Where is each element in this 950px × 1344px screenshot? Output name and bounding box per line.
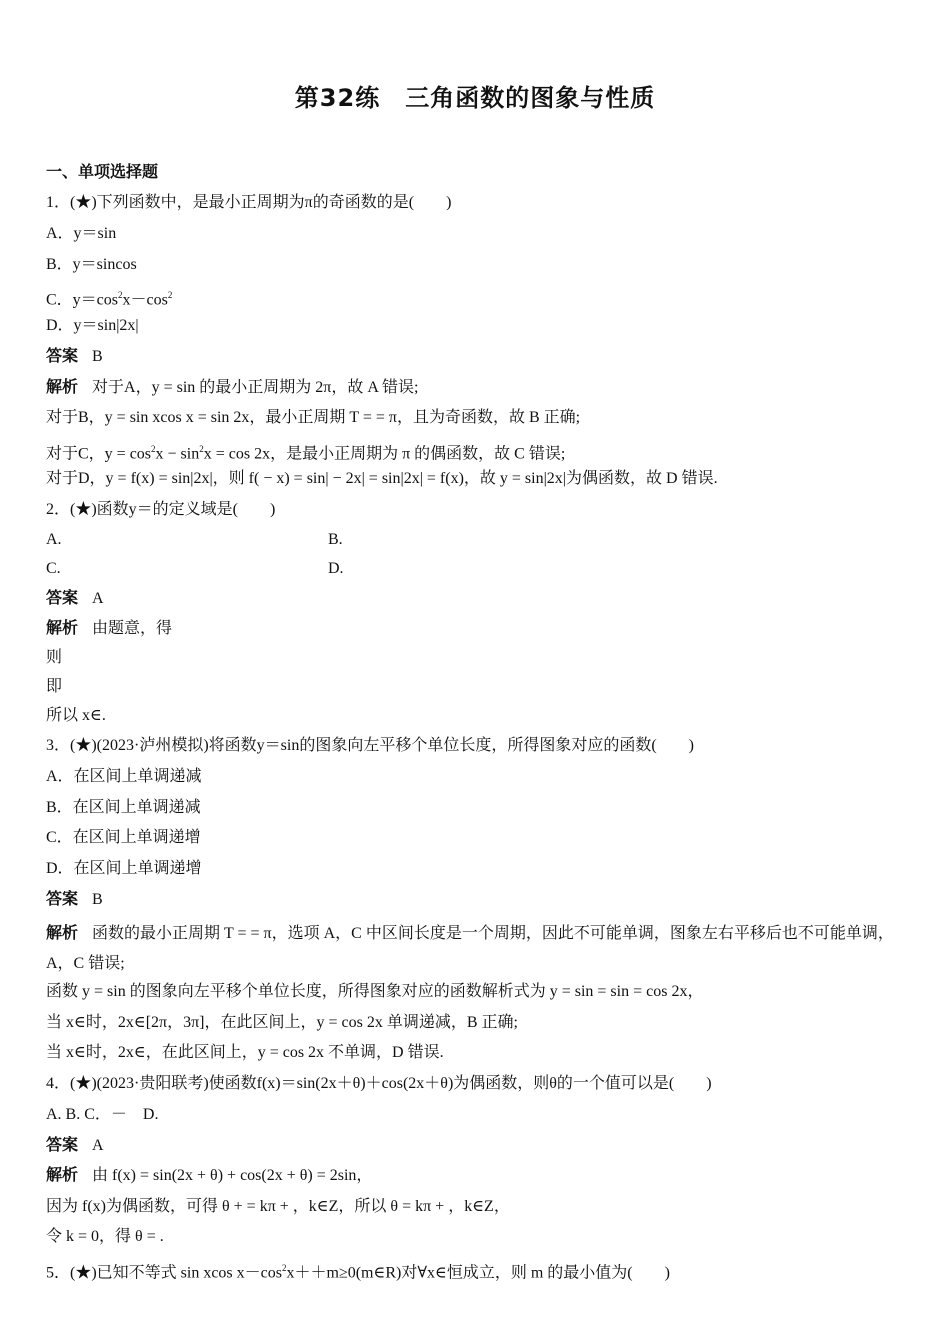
answer-value: A: [92, 590, 104, 607]
q2-analysis-4: 所以 x∈.: [46, 707, 106, 724]
analysis-text-part3: x = cos 2x，是最小正周期为 π 的偶函数，故 C 错误;: [203, 445, 566, 463]
q3-analysis-3: 当 x∈时，2x∈[2π，3π]，在此区间上，y = cos 2x 单调递减，B 正确;: [46, 1014, 518, 1031]
q2-analysis-3: 即: [46, 678, 63, 695]
section-heading: 一、单项选择题: [46, 164, 159, 181]
q2-option-a: A.: [46, 531, 62, 548]
answer-value: B: [92, 348, 103, 365]
answer-label: 答案: [46, 891, 79, 908]
q1-analysis-4: 对于D，y = f(x) = sin|2x|，则 f( − x) = sin| − 2x| = sin|2x| = f(x)，故 y = sin|2x|为偶函数，故 D 错误.: [46, 470, 718, 487]
q4-options: A. B. C．－ D.: [46, 1106, 159, 1123]
q5-stem: [46, 1257, 906, 1284]
q1-option-b: B．y＝sincos: [46, 256, 137, 273]
q1-stem: 1．(★)下列函数中，是最小正周期为π的奇函数的是( ): [46, 194, 452, 211]
analysis-text: 由 f(x) = sin(2x + θ) + cos(2x + θ) = 2sin，: [92, 1167, 373, 1184]
q1-analysis-1: [46, 377, 906, 399]
analysis-label: 解析: [46, 1167, 79, 1184]
q4-answer: [46, 1135, 906, 1157]
superscript: 2: [282, 1263, 287, 1273]
q1-option-c-part2: x－cos: [122, 291, 168, 309]
superscript: 2: [118, 290, 123, 300]
q1-analysis-2: 对于B，y = sin xcos x = sin 2x，最小正周期 T = = π，且为奇函数，故 B 正确;: [46, 409, 581, 426]
q2-option-d: D.: [328, 560, 344, 577]
page-title: 第32练 三角函数的图象与性质: [294, 84, 656, 112]
q3-option-b: B．在区间上单调递减: [46, 799, 201, 816]
q3-stem: 3．(★)(2023·泸州模拟)将函数y＝sin的图象向左平移个单位长度，所得图象对应的函数( ): [46, 737, 694, 754]
q4-analysis-2: 因为 f(x)为偶函数，可得 θ + = kπ + ，k∈Z，所以 θ = kπ + ，k∈Z，: [46, 1198, 510, 1215]
q4-analysis-1: [46, 1165, 906, 1187]
answer-value: B: [92, 891, 103, 908]
superscript: 2: [151, 444, 156, 454]
answer-label: 答案: [46, 590, 79, 607]
q2-answer: [46, 588, 906, 610]
q4-analysis-3: 令 k = 0，得 θ = .: [46, 1228, 164, 1245]
q2-analysis-1: [46, 618, 906, 640]
q5-stem-part2: x＋＋m≥0(m∈R)对∀x∈恒成立，则 m 的最小值为( ): [286, 1264, 670, 1282]
q2-option-c: C.: [46, 560, 61, 577]
q2-analysis-2: 则: [46, 649, 63, 666]
superscript: 2: [199, 444, 204, 454]
q3-answer: [46, 889, 906, 911]
q1-option-d: D．y＝sin|2x|: [46, 317, 139, 334]
q1-option-c-part1: C．y＝cos: [46, 291, 119, 309]
answer-value: A: [92, 1137, 104, 1154]
analysis-label: 解析: [46, 379, 79, 396]
q2-options-cd: [46, 558, 906, 580]
analysis-text: 对于A，y = sin 的最小正周期为 2π，故 A 错误;: [92, 379, 419, 396]
q3-option-d: D．在区间上单调递增: [46, 860, 202, 877]
q2-option-b: B.: [328, 531, 343, 548]
q2-options-ab: [46, 529, 906, 551]
q1-answer: [46, 346, 906, 368]
analysis-label: 解析: [46, 620, 79, 637]
analysis-text-part1: 对于C，y = cos: [46, 445, 152, 463]
q3-option-a: A．在区间上单调递减: [46, 768, 202, 785]
q1-option-c: [46, 284, 906, 311]
q5-stem-part1: 5．(★)已知不等式 sin xcos x－cos: [46, 1264, 282, 1282]
q3-analysis-4: 当 x∈时，2x∈，在此区间上，y = cos 2x 不单调，D 错误.: [46, 1044, 444, 1061]
analysis-text: 函数的最小正周期 T = = π，选项 A，C 中区间长度是一个周期，因此不可能单调，图象左右平移后也不可能单调，A，C 错误;: [46, 925, 894, 972]
q1-option-a: A．y＝sin: [46, 225, 117, 242]
analysis-text: 由题意，得: [92, 620, 173, 637]
q4-stem: 4．(★)(2023·贵阳联考)使函数f(x)＝sin(2x＋θ)＋cos(2x＋θ)为偶函数，则θ的一个值可以是( ): [46, 1075, 712, 1092]
q3-option-c: C．在区间上单调递增: [46, 829, 201, 846]
analysis-label: 解析: [46, 925, 79, 942]
answer-label: 答案: [46, 1137, 79, 1154]
q3-analysis-1: [46, 919, 904, 979]
q3-analysis-2: 函数 y = sin 的图象向左平移个单位长度，所得图象对应的函数解析式为 y = sin = sin = cos 2x，: [46, 983, 704, 1000]
answer-label: 答案: [46, 348, 79, 365]
analysis-text-part2: x − sin: [155, 445, 200, 463]
superscript: 2: [167, 290, 173, 300]
q2-stem: 2．(★)函数y＝的定义域是( ): [46, 501, 276, 518]
q1-analysis-3: [46, 438, 906, 465]
